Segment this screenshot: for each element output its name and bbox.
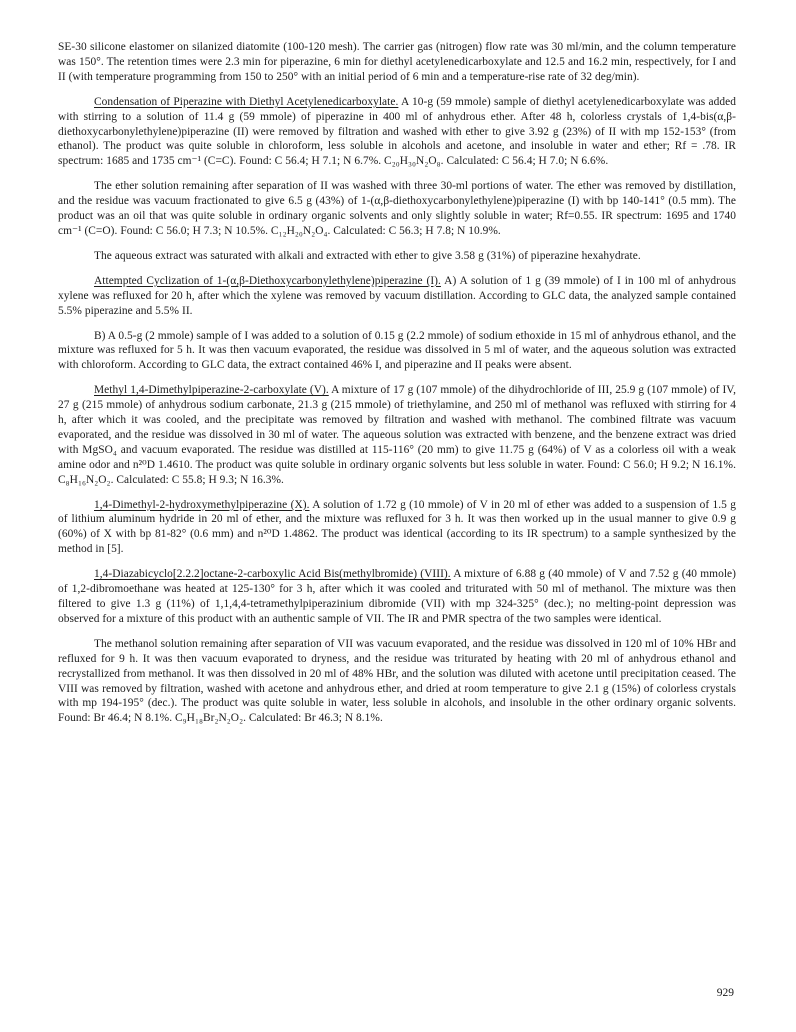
paragraph-text: The methanol solution remaining after separation of VII was vacuum evaporated, and the residue was dissolved in 120 ml of 10% HBr and refluxed for 9 h. It was then vacuum evaporated to dryness, and the residue was triturated by heating with 20 ml of anhydrous ethanol and recrystallized from methanol. It was then dissolved in 20 ml of 48% HBr, and the solution was diluted with acetone until precipitation ceased. The VIII was removed by filtration, washed with acetone and anhydrous ether, and dried at room temperature to give 2.1 g (15%) of colorless crystals with mp 194-195° (dec.). The product was quite soluble in water, less soluble in alcohols, and insoluble in the other ordinary organic solvents. Found: Br 46.4; N 8.1%. C₉H₁₈Br₂N₂O₂. Calculated: Br 46.3; N 8.1%. [58,637,736,725]
paragraph-ether-solution [58,179,736,239]
paragraph-text: A mixture of 17 g (107 mmole) of the dihydrochloride of III, 25.9 g (107 mmole) of IV, 27 g (215 mmole) of anhydrous sodium carbonate, 21.3 g (215 mmole) of triethylamine, and 250 ml of methanol was refluxed with stirring for 4 h, after which it was cooled, and the precipitate was removed by filtration and washed with methanol. The combined filtrate was vacuum evaporated, and the residue was dissolved in 30 ml of water. The aqueous solution was extracted with benzene, and the benzene extract was dried with MgSO₄ and vacuum evaporated. The residue was distilled at 115-116° (20 mm) to give 11.75 g (64%) of V as a colorless oil with a weak amine odor and n²⁰D 1.4610. The product was quite soluble in ordinary organic solvents but less soluble in water. Found: C 56.0; H 9.2; N 16.1%. C₈H₁₆N₂O₂. Calculated: C 55.8; H 9.3; N 16.3%. [58,384,736,486]
paragraph-text: A solution of 1.72 g (10 mmole) of V in 20 ml of ether was added to a suspension of 1.5 g of lithium aluminum hydride in 20 ml of ether, and the mixture was refluxed for 3 h. It was then worked up in the usual manner to give 0.9 g (60%) of X with bp 81-82° (0.6 mm) and n²⁰D 1.4862. The product was identical (according to its IR spectrum) to a sample synthesized by the method in [5]. [58,498,736,556]
page-body [58,40,736,726]
section-heading: 1,4-Dimethyl-2-hydroxymethylpiperazine (X). [94,498,310,511]
paragraph-gc-conditions [58,40,736,85]
section-heading: Condensation of Piperazine with Diethyl Acetylenedicarboxylate. [94,95,399,108]
section-heading: Methyl 1,4-Dimethylpiperazine-2-carboxylate (V). [94,384,329,397]
paragraph-text: A) A solution of 1 g (39 mmole) of I in 100 ml of anhydrous xylene was refluxed for 20 h, after which the xylene was removed by vacuum distillation. According to GLC data, the analyzed sample contained 5.5% piperazine and 5.5% II. [58,274,736,317]
paragraph-methyl-ester [58,383,736,487]
paragraph-methanol-solution [58,637,736,726]
paragraph-cyclization-a [58,274,736,319]
page-number: 929 [716,987,734,999]
paragraph-cyclization-b [58,329,736,374]
paragraph-condensation [58,95,736,170]
paragraph-text: The aqueous extract was saturated with alkali and extracted with ether to give 3.58 g (31%) of piperazine hexahydrate. [94,249,641,262]
paragraph-aqueous-extract [58,249,736,264]
section-heading: 1,4-Diazabicyclo[2.2.2]octane-2-carboxylic Acid Bis(methylbromide) (VIII). [94,568,451,581]
paragraph-text: A mixture of 6.88 g (40 mmole) of V and 7.52 g (40 mmole) of 1,2-dibromoethane was heated at 125-130° for 3 h, after which it was cooled and triturated with 50 ml of methanol. The mixture was then filtered to give 1.3 g (11%) of 1,1,4,4-tetramethylpiperazinium dibromide (VII) with mp 324-325° (dec.); no melting-point depression was observed for a mixture of this product with an authentic sample of VII. The IR and PMR spectra of the two samples were identical. [58,568,736,625]
paragraph-text: B) A 0.5-g (2 mmole) sample of I was added to a solution of 0.15 g (2.2 mmole) of sodium ethoxide in 15 ml of anhydrous ethanol, and the mixture was refluxed for 5 h. It was then vacuum evaporated, the residue was dissolved in 5 ml of water, and the aqueous solution was extracted with chloroform. According to GLC data, the extract contained 46% I, and piperazine and II peaks were absent. [58,329,736,372]
paragraph-text: A 10-g (59 mmole) sample of diethyl acetylenedicarboxylate was added with stirring to a solution of 11.4 g (59 mmole) of piperazine in 400 ml of anhydrous ether. After 48 h, colorless crystals of 1,4-bis(α,β-diethoxycarbonylethylene)piperazine (II) were removed by filtration and washed with ether to give 3.92 g (23%) of II with mp 152-153° (from ethanol). The product was quite soluble in chloroform, less soluble in alcohols and acetone, and insoluble in water and ether; Rf = .78. IR spectrum: 1685 and 1735 cm⁻¹ (C=C). Found: C 56.4; H 7.1; N 6.7%. C₂₀H₃₀N₂O₈. Calculated: C 56.4; H 7.0; N 6.6%. [58,95,737,168]
section-heading: Attempted Cyclization of 1-(α,β-Diethoxycarbonylethylene)piperazine (I). [94,274,441,287]
paragraph-diazabicyclo [58,567,736,627]
paragraph-text: The ether solution remaining after separation of II was washed with three 30-ml portions of water. The ether was removed by distillation, and the residue was vacuum fractionated to give 6.5 g (43%) of 1-(α,β-diethoxycarbonylethylene)piperazine (I) with bp 140-141° (0.5 mm). The product was an oil that was quite soluble in ordinary organic solvents and only slightly soluble in water; Rf=0.55. IR spectrum: 1695 and 1740 cm⁻¹ (C=O). Found: C 56.0; H 7.3; N 10.5%. C₁₂H₂₀N₂O₄. Calculated: C 56.3; H 7.8; N 10.9%. [58,180,736,237]
paragraph-text: SE-30 silicone elastomer on silanized diatomite (100-120 mesh). The carrier gas (nitrogen) flow rate was 30 ml/min, and the column temperature was 150°. The retention times were 2.3 min for piperazine, 6 min for diethyl acetylenedicarboxylate and 12.5 and 16.2 min, respectively, for I and II (with temperature programming from 150 to 250° with an initial period of 6 min and a temperature-rise rate of 32 deg/min). [58,41,736,83]
paragraph-hydroxymethyl [58,498,736,558]
